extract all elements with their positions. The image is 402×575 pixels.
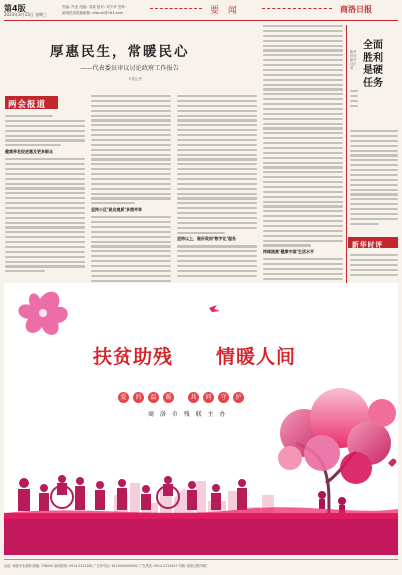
page-number: 第4版 [4, 4, 26, 13]
ad-slogan [118, 384, 298, 403]
xinhua-body [350, 254, 398, 278]
commentary-body [350, 130, 398, 228]
email-line: 新闻热线投稿邮箱: sllbcxk@163.com [62, 11, 124, 15]
slogan-char: 温 [148, 392, 159, 403]
commentary-title: 全面胜利是硬任务 [363, 40, 383, 89]
article-headline: 厚惠民生，常暖民心 [50, 44, 190, 60]
flower-icon [18, 292, 67, 335]
article-subhead-1: 健康养老促进惠及更多群众 [5, 149, 53, 155]
header-divider-left [150, 8, 202, 9]
slogan-char: 的 [133, 392, 144, 403]
footer-rule [4, 559, 398, 560]
slogan-char: 爱 [118, 392, 129, 403]
article-column-2 [91, 95, 171, 284]
ad-ground [4, 513, 398, 555]
slogan-char: 共 [188, 392, 199, 403]
public-service-ad [4, 283, 398, 555]
ad-illustration [4, 283, 398, 555]
ad-headline-left: 扶贫助残 [93, 346, 174, 368]
commentary-credit: 新华时评 新华社记者 [350, 50, 357, 70]
slogan-char: 护 [233, 392, 244, 403]
ad-headline-right: 情暖人间 [216, 346, 297, 368]
article-byline: 本报记者 [128, 77, 142, 81]
editor-line: 责编: 冯莹 组版: 刘斌 校对: 刘少华 签审: [62, 5, 126, 9]
article-column-3 [177, 95, 257, 280]
article-column-1 [5, 115, 85, 275]
slogan-char: 守 [218, 392, 229, 403]
section-title: 要 闻 [210, 6, 240, 16]
newspaper-logo: 商洛日报 [340, 4, 372, 14]
article-subhead-2: 坚持小区‘就业提质’多措并举 [91, 207, 143, 213]
page-footer: 社址: 商洛市北新街 邮编: 726000 新闻热线: 0914-2313282 广告许可证: 6110004000002 广告热线: 0914-2313447 印刷: 商洛日报印刷厂 [4, 564, 210, 568]
lianghui-banner-text: 两会报道 [8, 100, 47, 110]
issue-date: 2023年3月15日 星期三 [4, 12, 48, 17]
article-subhead-3: 坚持以上，做好政府‘数字化’服务 [177, 236, 237, 242]
slogan-char: 同 [203, 392, 214, 403]
bird-icon [209, 305, 220, 312]
article-column-4 [263, 25, 343, 288]
header-rule [4, 20, 398, 21]
commentary-narrow-column [350, 90, 358, 110]
article-subhead-4: 持续提高‘健康中国’生活水平 [263, 249, 315, 255]
ad-organizer: 商 洛 市 残 联 主 办 [148, 411, 228, 418]
header-divider-right [262, 8, 332, 9]
xinhua-banner-text: 新华时评 [352, 241, 384, 249]
slogan-char: 暖 [163, 392, 174, 403]
article-subhead: ——代表委员审议讨论政府工作报告 [80, 65, 179, 72]
